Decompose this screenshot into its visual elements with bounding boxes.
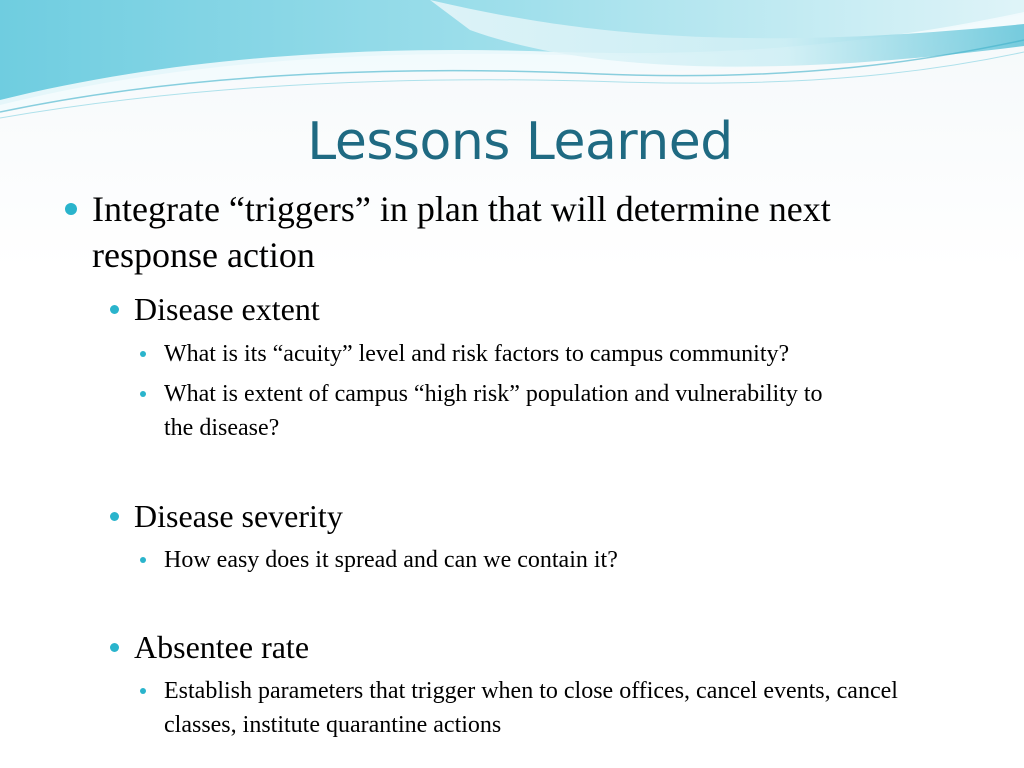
bullet-dot-icon (110, 305, 119, 314)
bullet-text: Integrate “triggers” in plan that will determine next response action (92, 189, 831, 275)
bullet-level2 (134, 289, 954, 329)
bullet-text: Disease severity (134, 498, 343, 534)
bullet-text: How easy does it spread and can we contain it? (164, 547, 618, 573)
bullet-level1 (92, 186, 952, 278)
bullet-level2 (134, 496, 954, 536)
bullet-text: What is its “acuity” level and risk factors to campus community? (164, 341, 790, 367)
bullet-text: Establish parameters that trigger when to close offices, cancel events, cancel classes, institute quarantine actions (164, 678, 898, 738)
bullet-dot-icon (140, 391, 146, 397)
bullet-text: Absentee rate (134, 629, 310, 665)
bullet-level3 (164, 543, 964, 577)
slide-title: Lessons Learned (307, 112, 733, 172)
bullet-dot-icon (140, 557, 146, 563)
bullet-dot-icon (110, 643, 119, 652)
bullet-level3 (164, 377, 844, 445)
bullet-dot-icon (140, 351, 146, 357)
bullet-dot-icon (65, 203, 77, 215)
bullet-level2 (134, 627, 954, 667)
bullet-level3 (164, 337, 964, 371)
bullet-text: What is extent of campus “high risk” population and vulnerability to the disease? (164, 381, 823, 441)
bullet-level3 (164, 674, 964, 742)
bullet-dot-icon (110, 512, 119, 521)
bullet-text: Disease extent (134, 291, 320, 327)
bullet-dot-icon (140, 688, 146, 694)
